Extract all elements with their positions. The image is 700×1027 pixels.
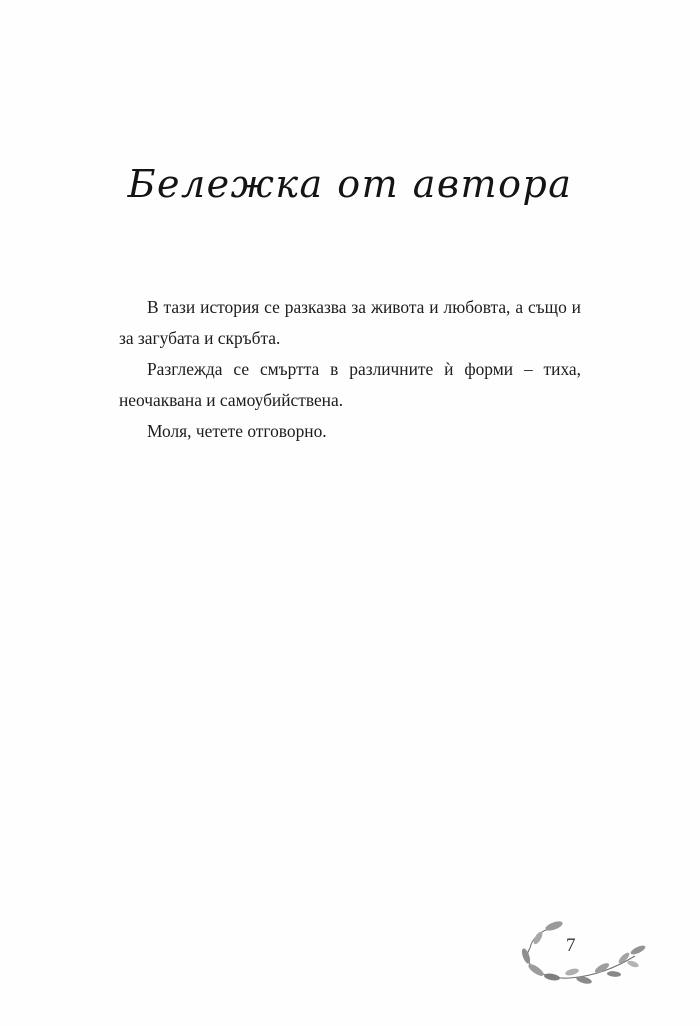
leaf-vine-ornament-icon: [510, 908, 650, 986]
author-note-body: [119, 292, 581, 447]
page-title: Бележка от автора: [127, 162, 573, 206]
folio: [510, 908, 650, 986]
page-number: 7: [566, 935, 576, 956]
paragraph-1: В тази история се разказва за живота и любовта, а също и за загубата и скръбта.: [119, 297, 581, 348]
paragraph-2: Разглежда се смъртта в различните ѝ форми – тиха, неочаквана и самоубийствена.: [119, 359, 581, 410]
paragraph-3: Моля, четете отговорно.: [147, 421, 327, 441]
